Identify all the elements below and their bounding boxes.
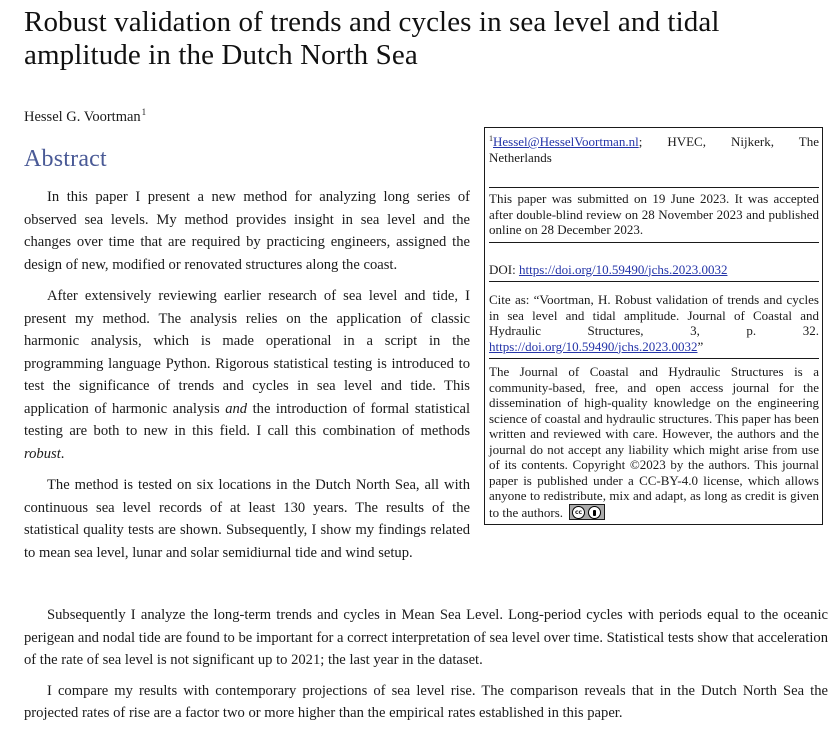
paper-title: Robust validation of trends and cycles in sea level and tidal amplitude in the Dutch North Sea [24, 6, 720, 71]
abstract-left-column [24, 186, 470, 573]
abstract-paragraph-2 [24, 285, 470, 465]
author-name: Hessel G. Voortman [24, 109, 141, 125]
author-footnote-marker: 1 [141, 107, 147, 117]
abstract-paragraph-3: The method is tested on six locations in the Dutch North Sea, all with continuous sea level records of at least 130 years. The results of the statistical quality tests are shown. Subsequently, I show my findings related to mean sea level, lunar and solar semidiurnal tide and wind setup. [24, 477, 470, 561]
author-line [24, 107, 146, 126]
cc-by-license-icon [569, 504, 605, 520]
citation-info [489, 281, 819, 358]
emphasis-and: and [225, 400, 248, 417]
footnote-marker: 1 [489, 134, 493, 143]
journal-note-text: The Journal of Coastal and Hydraulic Structures is a community-based, free, and open access journal for the dissemination of high-quality knowledge on the engineering science of coastal and hydraulic structures. This paper has been written and reviewed with care. However, the authors and the journal do not accept any liability which might arise from use of its contents. Copyright ©2023 by the authors. This journal paper is published under a CC-BY-4.0 license, which allows anyone to redistribute, mix and adapt, as long as credit is given to the authors. [489, 364, 819, 520]
by-attribution-icon [588, 506, 601, 519]
abstract-paragraph-5: I compare my results with contemporary projections of sea level rise. The comparison reveals that in the Dutch North Sea the projected rates of rise are a factor two or more higher than the empirical rates established in this paper. [24, 682, 828, 721]
journal-note [489, 358, 819, 524]
abstract-full-width [24, 604, 828, 733]
abstract-paragraph-4: Subsequently I analyze the long-term trends and cycles in Mean Sea Level. Long-period cycles with periods equal to the oceanic perigean and nodal tide are found to be important for a correct interpretation of sea level over time. Statistical tests show that acceleration of the rate of sea level is not significant up to 2021; the last year in the dataset. [24, 607, 828, 668]
doi-label: DOI: [489, 261, 519, 277]
abstract-paragraph-2-part-a: After extensively reviewing earlier research of sea level and tide, I present my method. The analysis relies on the application of classic harmonic analysis, which is made operational in a script in the programming language Python. Rigorous statistical testing is introduced to test the significance of trends and cycles in sea level and tide. This application of harmonic analysis [24, 288, 470, 417]
doi-info [489, 242, 819, 282]
abstract-paragraph-2-part-c: . [60, 445, 65, 462]
submission-info: This paper was submitted on 19 June 2023. It was accepted after double-blind review on 28 November 2023 and published online on 28 December 2023. [489, 187, 819, 242]
author-affiliation: ; HVEC, Nijkerk, The Netherlands [489, 134, 819, 165]
abstract-paragraph-2-part-b: the introduction of formal statistical testing are both to new in this field. I call this combination of methods [24, 400, 470, 439]
citation-text: Cite as: “Voortman, H. Robust validation of trends and cycles in sea level and tidal amplitude. Journal of Coastal and Hydraulic Structures, 3, p. 32. [489, 292, 819, 338]
cc-logo-icon: cc [572, 506, 585, 519]
article-info-box [484, 127, 823, 525]
author-email-link[interactable]: Hessel@HesselVoortman.nl [493, 134, 639, 149]
emphasis-robust: robust [24, 445, 61, 462]
abstract-paragraph-1: In this paper I present a new method for analyzing long series of observed sea levels. My method provides insight in sea level and the changes over time that are required by practicing engineers, assigned the design of new, modified or renovated structures along the coast. [24, 189, 470, 273]
citation-close-quote: ” [697, 338, 704, 354]
doi-link[interactable]: https://doi.org/10.59490/jchs.2023.0032 [518, 261, 728, 277]
abstract-heading: Abstract [24, 146, 107, 172]
author-footnote [489, 128, 819, 169]
citation-doi-link[interactable]: https://doi.org/10.59490/jchs.2023.0032 [489, 338, 698, 354]
